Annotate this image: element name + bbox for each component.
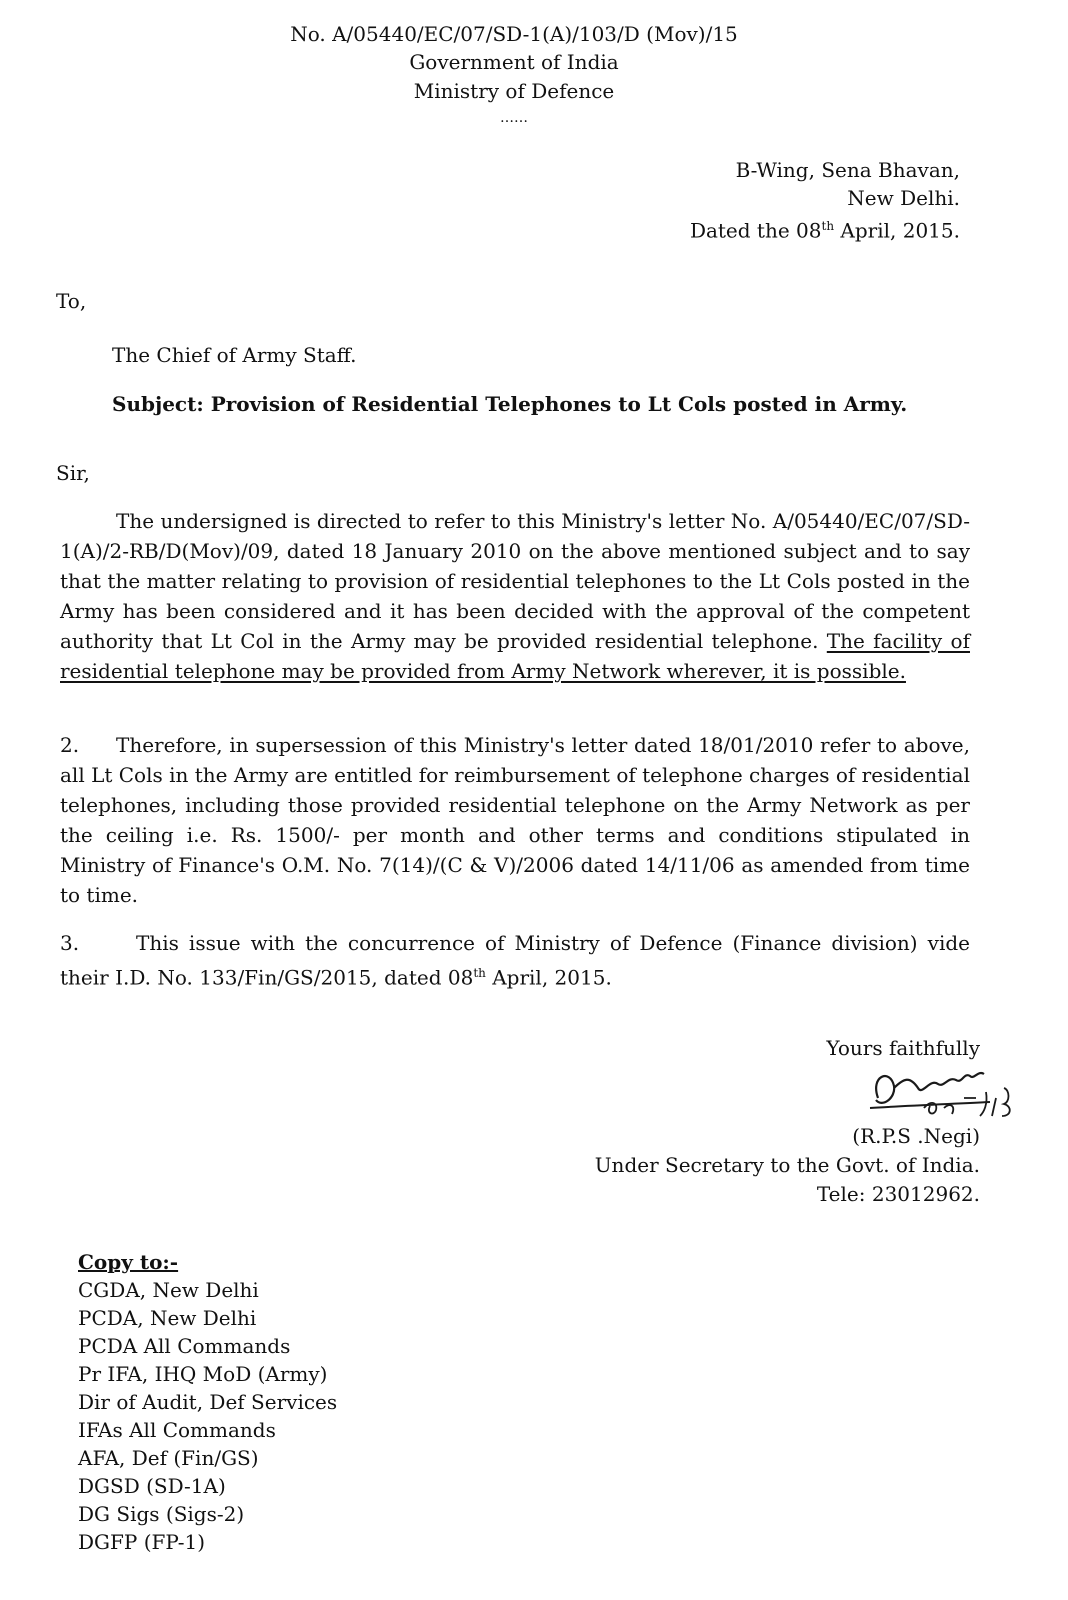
copy-to-heading: Copy to:- (78, 1250, 179, 1274)
copy-to-item: DGSD (SD-1A) (78, 1474, 226, 1498)
reference-number: No. A/05440/EC/07/SD-1(A)/103/D (Mov)/15 (290, 22, 738, 46)
date-line: Dated the 08th April, 2015. (689, 218, 960, 243)
paragraph-3: 3. This issue with the concurrence of Ministry of Defence (Finance division) vide their I.D. No. 133/Fin/GS/2015, dated 08th April, 2015. (60, 928, 970, 993)
paragraph-1-text: The undersigned is directed to refer to this Ministry's letter No. A/05440/EC/07/SD-1(A)/2-RB/D(Mov)/09, dated 18 January 2010 on the above mentioned subject and to say that the matter relating to provision of residential telephones to the Lt Cols posted in the Army has been considered and it has been decided with the approval of the competent authority that Lt Col in the Army may be provided residential telephone. (60, 509, 970, 653)
subject-line: Subject: Provision of Residential Telephones to Lt Cols posted in Army. (112, 392, 908, 416)
closing: Yours faithfully (826, 1036, 980, 1060)
recipient: The Chief of Army Staff. (112, 343, 357, 367)
copy-to-item: Pr IFA, IHQ MoD (Army) (78, 1362, 328, 1386)
copy-to-item: DG Sigs (Sigs-2) (78, 1502, 245, 1526)
salutation: Sir, (56, 461, 90, 485)
paragraph-1 (60, 506, 970, 686)
signatory-name: (R.P.S .Negi) (852, 1124, 980, 1148)
government-line: Government of India (409, 50, 619, 74)
copy-to-item: AFA, Def (Fin/GS) (78, 1446, 259, 1470)
copy-to-item: CGDA, New Delhi (78, 1278, 259, 1302)
signatory-telephone: Tele: 23012962. (816, 1182, 980, 1206)
paragraph-3-number: 3. (60, 931, 80, 955)
to-line: To, (56, 289, 87, 313)
copy-to-item: Dir of Audit, Def Services (78, 1390, 338, 1414)
copy-to-item: IFAs All Commands (78, 1418, 276, 1442)
paragraph-2-number: 2. (60, 733, 80, 757)
paragraph-2 (60, 730, 970, 910)
paragraph-3-text: This issue with the concurrence of Ministry of Defence (Finance division) vide their I.D. No. 133/Fin/GS/2015, dated 08 (60, 931, 970, 990)
paragraph-2-text: Therefore, in supersession of this Ministry's letter dated 18/01/2010 refer to above, all Lt Cols in the Army are entitled for reimbursement of telephone charges of residential telephones, including those provided residential telephone on the Army Network as per the ceiling i.e. Rs. 1500/- per month and other terms and conditions stipulated in Ministry of Finance's O.M. No. 7(14)/(C & V)/2006 dated 14/11/06 as amended from time to time. (60, 733, 970, 907)
copy-to-item: PCDA All Commands (78, 1334, 291, 1358)
ministry-line: Ministry of Defence (413, 79, 615, 103)
address-line-1: B-Wing, Sena Bhavan, (735, 158, 960, 182)
address-line-2: New Delhi. (847, 186, 960, 210)
copy-to-item: PCDA, New Delhi (78, 1306, 257, 1330)
handwritten-signature-icon (860, 1058, 1040, 1128)
signatory-designation: Under Secretary to the Govt. of India. (594, 1153, 980, 1177)
header-dots: …… (500, 110, 528, 126)
paragraph-1-underlined: The facility of residential telephone may be provided from Army Network wherever, it is possible. (60, 629, 970, 683)
copy-to-item: DGFP (FP-1) (78, 1530, 206, 1554)
copy-to-list (78, 1248, 337, 1556)
